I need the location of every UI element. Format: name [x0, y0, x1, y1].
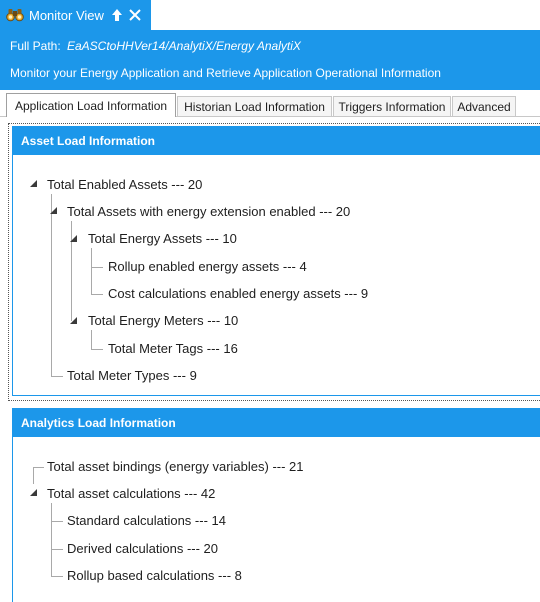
tree-item-rollup-based-calculations[interactable]: Rollup based calculations --- 8 [67, 568, 242, 583]
tab-triggers[interactable]: Triggers Information [333, 96, 451, 116]
expanded-arrow-icon[interactable] [30, 180, 37, 187]
document-tab[interactable] [0, 0, 151, 30]
full-path-label: Full Path: [10, 39, 61, 53]
analytics-load-header: Analytics Load Information [13, 409, 540, 437]
tree-line [91, 294, 103, 295]
tree-item-asset-bindings[interactable]: Total asset bindings (energy variables) --- 21 [47, 459, 304, 474]
tree-line [91, 267, 103, 268]
tab-historian-load[interactable]: Historian Load Information [177, 96, 332, 116]
tree-item-total-enabled-assets[interactable]: Total Enabled Assets --- 20 [47, 177, 203, 192]
expanded-arrow-icon[interactable] [50, 207, 57, 214]
tree-line [33, 467, 44, 468]
tree-line [51, 194, 52, 376]
expanded-arrow-icon[interactable] [70, 235, 77, 242]
pin-icon[interactable] [111, 8, 123, 22]
tree-line [51, 503, 52, 576]
tree-item-standard-calculations[interactable]: Standard calculations --- 14 [67, 513, 226, 528]
tab-advanced[interactable]: Advanced [452, 96, 516, 116]
tree-line [33, 467, 34, 484]
tree-line [91, 330, 92, 349]
expanded-arrow-icon[interactable] [30, 489, 37, 496]
full-path-value: EaASCtoHHVer14/AnalytiX/Energy AnalytiX [67, 39, 301, 53]
tree-item-total-energy-assets[interactable]: Total Energy Assets --- 10 [88, 231, 237, 246]
tree-item-energy-extension[interactable]: Total Assets with energy extension enabled --- 20 [67, 204, 351, 219]
tree-line [51, 376, 63, 377]
expanded-arrow-icon[interactable] [70, 317, 77, 324]
tree-item-rollup-enabled[interactable]: Rollup enabled energy assets --- 4 [108, 259, 307, 274]
tree-item-derived-calculations[interactable]: Derived calculations --- 20 [67, 541, 219, 556]
tree-line [51, 549, 63, 550]
tree-item-total-energy-meters[interactable]: Total Energy Meters --- 10 [88, 313, 239, 328]
banner-description: Monitor your Energy Application and Retrieve Application Operational Information [10, 66, 441, 80]
tree-line [51, 521, 63, 522]
binoculars-icon [6, 8, 24, 22]
info-banner [0, 30, 540, 90]
tab-application-load[interactable]: Application Load Information [6, 93, 176, 117]
tree-item-total-meter-types[interactable]: Total Meter Types --- 9 [67, 368, 197, 383]
tree-item-total-meter-tags[interactable]: Total Meter Tags --- 16 [108, 341, 238, 356]
tree-line [91, 349, 103, 350]
tree-line [91, 248, 92, 294]
close-icon[interactable] [129, 9, 141, 21]
tab-title: Monitor View [29, 7, 104, 23]
tree-line [51, 576, 63, 577]
asset-load-header: Asset Load Information [13, 127, 540, 155]
tree-item-cost-calculations[interactable]: Cost calculations enabled energy assets --- 9 [108, 286, 369, 301]
tree-item-asset-calculations[interactable]: Total asset calculations --- 42 [47, 486, 216, 501]
